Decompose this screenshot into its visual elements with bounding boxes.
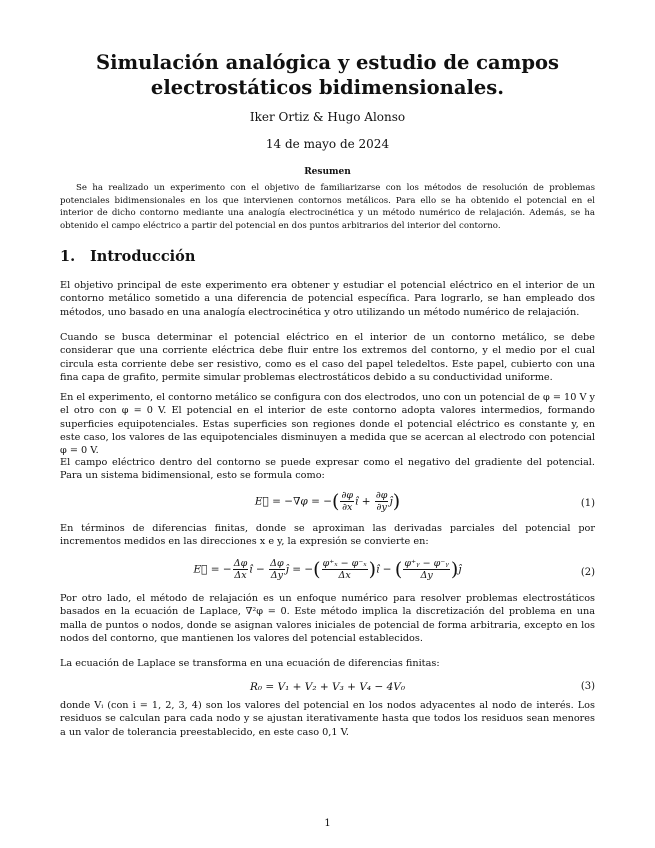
page-number: 1 bbox=[324, 818, 331, 829]
equation-2-body: E⃗ = − $\frac{\Delta\varphi}{\Delta x}$ î − $\frac{\Delta\varphi}{\Delta y}$ ĵ = −( $\frac{\text{φ⁺ₓ − φ⁻ₓ}}{\Delta x}$ )î − ( $\frac{\text{φ⁺ᵧ − φ⁻ᵧ}}{\Delta y}$ )ĵ bbox=[193, 558, 462, 581]
eq2-frac-4: $\frac{\text{φ⁺ᵧ − φ⁻ᵧ}}{\Delta y}$ bbox=[404, 558, 449, 581]
paragraph-8: donde Vᵢ (con i = 1, 2, 3, 4) son los valores del potencial en los nodos adyacentes al nodo de interés. Los residuos se calculan para cada nodo y se ajustan iterativamente hasta que todos los residuos sean menores a un valor de tolerancia preestablecido, en este caso 0,1 V. bbox=[60, 700, 595, 738]
authors: Iker Ortiz & Hugo Alonso bbox=[249, 110, 406, 124]
date: 14 de mayo de 2024 bbox=[265, 137, 390, 151]
paragraph-5: En términos de diferencias finitas, donde se aproximan las derivadas parciales del potencial por incrementos medidos en las direcciones x e y, la expresión se convierte en: bbox=[60, 523, 595, 548]
section-title: Introducción bbox=[90, 248, 196, 265]
equation-2-number: (2) bbox=[580, 567, 595, 578]
abstract-text: Se ha realizado un experimento con el objetivo de familiarizarse con los métodos de resolución de problemas potenciales bidimensionales en los que intervienen contornos metálicos. Para ello se ha obtenido el potencial en el interior de dicho contorno mediante una analogía electrocinética y un método numérico de relajación. Además, se ha obtenido el campo eléctrico a partir del potencial en dos puntos arbitrarios del interior del contorno. bbox=[60, 183, 595, 231]
eq2-frac-3: $\frac{\text{φ⁺ₓ − φ⁻ₓ}}{\Delta x}$ bbox=[322, 558, 367, 581]
section-heading bbox=[60, 248, 195, 265]
eq1-lhs: E⃗ = −∇φ = − bbox=[254, 495, 333, 508]
equation-3-number: (3) bbox=[580, 681, 595, 692]
equation-2 bbox=[60, 558, 595, 590]
abstract-heading: Resumen bbox=[304, 167, 351, 177]
paper-title: Simulación analógica y estudio de campos electrostáticos bidimensionales. bbox=[96, 51, 559, 99]
paragraph-4: El campo eléctrico dentro del contorno se puede expresar como el negativo del gradiente del potencial. Para un sistema bidimensional, esto se formula como: bbox=[60, 457, 595, 482]
paragraph-7: La ecuación de Laplace se transforma en una ecuación de diferencias finitas: bbox=[60, 658, 440, 669]
equation-3 bbox=[60, 681, 595, 697]
equation-1-number: (1) bbox=[580, 498, 595, 509]
eq1-frac-x: $\frac{\partial\varphi}{\partial x}$ bbox=[341, 490, 354, 513]
equation-3-body: R₀ = V₁ + V₂ + V₃ + V₄ − 4V₀ bbox=[249, 681, 406, 693]
paragraph-1: El objetivo principal de este experimento era obtener y estudiar el potencial eléctrico en el interior de un contorno metálico sometido a una diferencia de potencial específica. Para lograrlo, se han empleado dos métodos, uno basado en una analogía electrocinética y otro utilizando un método numérico de relajación. bbox=[60, 280, 595, 318]
paragraph-3: En el experimento, el contorno metálico se configura con dos electrodos, uno con un potencial de φ = 10 V y el otro con φ = 0 V. El potencial en el interior de este contorno adopta valores intermedios, formando superficies equipotenciales. Estas superficies son regiones donde el potencial eléctrico es constante y, en este caso, los valores de las equipotenciales disminuyen a medida que se acercan al electrodo con potencial φ = 0 V. bbox=[60, 392, 596, 457]
eq2-frac-2: $\frac{\Delta\varphi}{\Delta y}$ bbox=[270, 558, 284, 581]
equation-1-body: E⃗ = −∇φ = −( $\frac{\partial\varphi}{\partial x}$ î + $\frac{\partial\varphi}{\partial y}$ ĵ) bbox=[254, 490, 401, 513]
eq2-frac-1: $\frac{\Delta\varphi}{\Delta x}$ bbox=[233, 558, 248, 581]
eq1-frac-y: $\frac{\partial\varphi}{\partial y}$ bbox=[375, 490, 388, 513]
paragraph-2: Cuando se busca determinar el potencial eléctrico en el interior de un contorno metálico, se debe considerar que una corriente eléctrica debe fluir entre los extremos del contorno, y el medio por el cual circula esta corriente debe ser resistivo, como es el caso del papel teledeltos. Este papel, cubierto con una fina capa de grafito, permite simular problemas electrostáticos debido a su conductividad uniforme. bbox=[60, 332, 595, 383]
paragraph-6: Por otro lado, el método de relajación es un enfoque numérico para resolver problemas electrostáticos basados en la ecuación de Laplace, ∇²φ = 0. Este método implica la discretización del problema en una malla de puntos o nodos, donde se asignan valores iniciales de potencial de forma arbitraria, excepto en los nodos del contorno, que mantienen los valores del potencial establecidos. bbox=[60, 593, 595, 644]
section-number: 1. bbox=[60, 248, 76, 265]
equation-1 bbox=[60, 490, 595, 520]
